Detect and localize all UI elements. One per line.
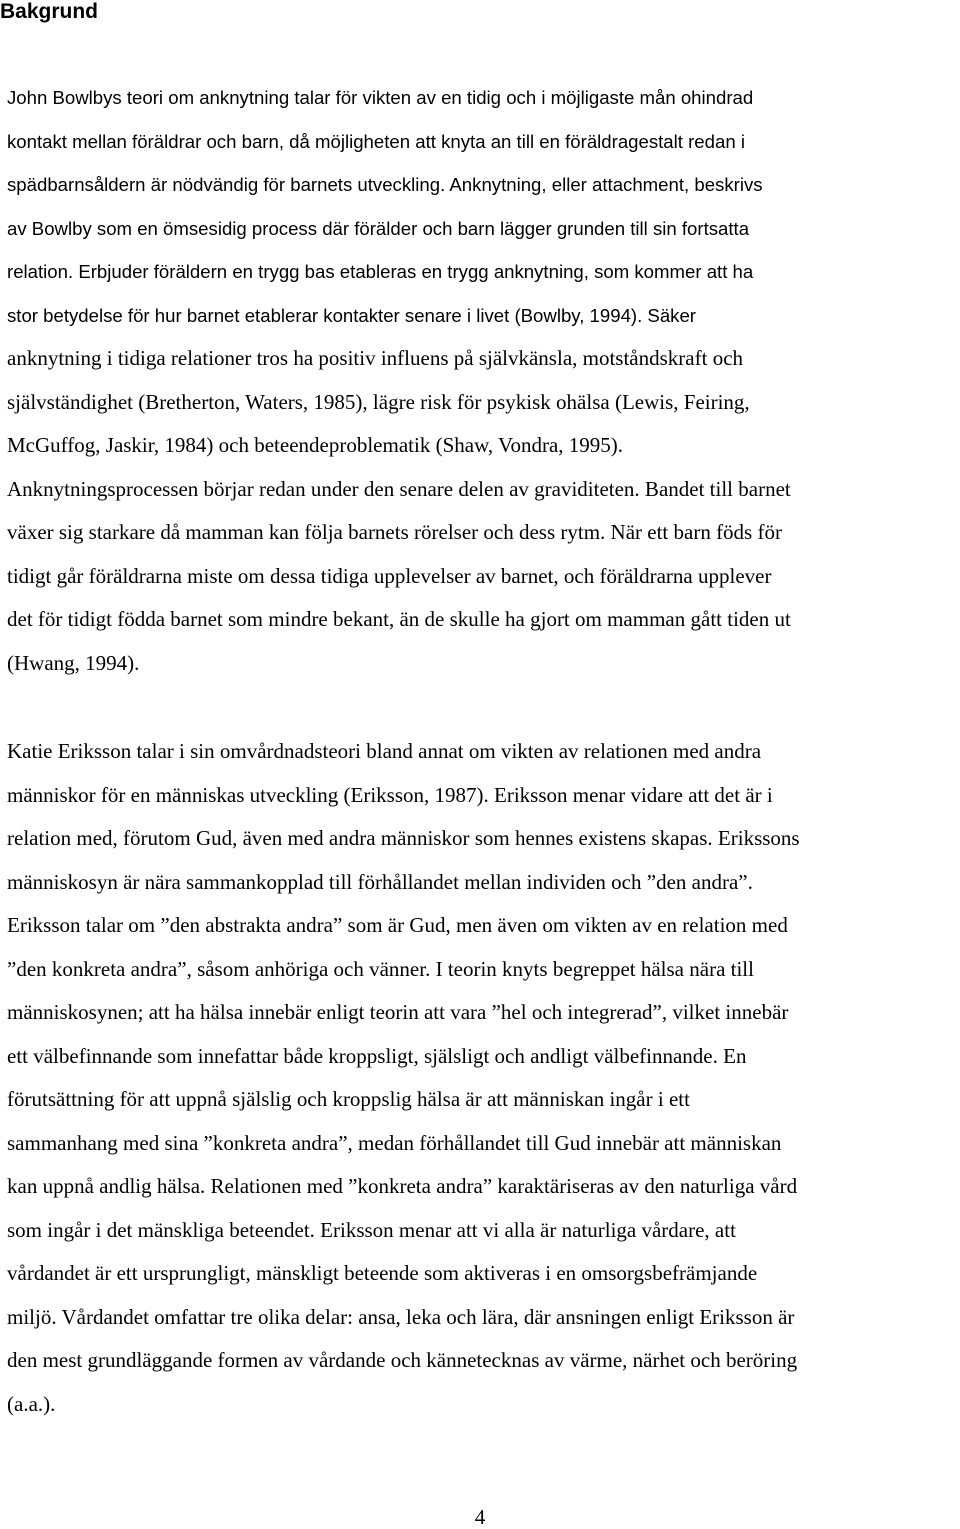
text-line: Eriksson talar om ”den abstrakta andra” som är Gud, men även om vikten av en relation med xyxy=(7,913,788,937)
text-line: Katie Eriksson talar i sin omvårdnadsteori bland annat om vikten av relationen med andra xyxy=(7,739,762,763)
text-line: det för tidigt födda barnet som mindre bekant, än de skulle ha gjort om mamman gått tiden ut xyxy=(7,607,791,631)
text-line: självständighet (Bretherton, Waters, 1985), lägre risk för psykisk ohälsa (Lewis, Feiring, xyxy=(7,389,750,414)
text-line: människor för en människas utveckling (Eriksson, 1987). Eriksson menar vidare att det är i xyxy=(7,782,773,807)
paragraph-bowlby xyxy=(7,76,960,685)
text-line: förutsättning för att uppnå själslig och kroppslig hälsa är att människan ingår i ett xyxy=(7,1087,690,1111)
text-line: (a.a.). xyxy=(7,1391,56,1416)
text-line: anknytning i tidiga relationer tros ha positiv influens på självkänsla, motståndskraft och xyxy=(7,346,744,370)
text-line: ett välbefinnande som innefattar både kroppsligt, själsligt och andligt välbefinnande. En xyxy=(7,1043,747,1068)
text-line: kontakt mellan föräldrar och barn, då möjligheten att knyta an till en föräldragestalt redan i xyxy=(7,130,745,152)
text-line: miljö. Vårdandet omfattar tre olika delar: ansa, leka och lära, där ansningen enligt Eriksson är xyxy=(7,1304,795,1329)
paragraph-eriksson xyxy=(7,730,960,1426)
page-number: 4 xyxy=(474,1505,486,1529)
text-line: som ingår i det mänskliga beteendet. Eriksson menar att vi alla är naturliga vårdare, att xyxy=(7,1217,736,1242)
text-line: John Bowlbys teori om anknytning talar för vikten av en tidig och i möjligaste mån ohindrad xyxy=(7,87,754,108)
section-heading: Bakgrund xyxy=(0,0,99,23)
text-line: McGuffog, Jaskir, 1984) och beteendeproblematik (Shaw, Vondra, 1995). xyxy=(7,433,624,457)
text-line: Anknytningsprocessen börjar redan under den senare delen av graviditeten. Bandet till barnet xyxy=(7,476,791,501)
text-line: stor betydelse för hur barnet etablerar kontakter senare i livet (Bowlby, 1994). Säker xyxy=(7,304,697,326)
text-line: relation. Erbjuder föräldern en trygg bas etableras en trygg anknytning, som kommer att ha xyxy=(7,261,754,282)
text-line: av Bowlby som en ömsesidig process där förälder och barn lägger grunden till sin fortsatta xyxy=(7,217,750,239)
text-line: den mest grundläggande formen av vårdande och kännetecknas av värme, närhet och beröring xyxy=(7,1348,798,1372)
text-line: människosyn är nära sammankopplad till förhållandet mellan individen och ”den andra”. xyxy=(7,869,753,894)
text-line: relation med, förutom Gud, även med andra människor som hennes existens skapas. Erikssons xyxy=(7,826,800,850)
text-line: kan uppnå andlig hälsa. Relationen med ”konkreta andra” karaktäriseras av den naturliga vård xyxy=(7,1174,798,1198)
text-line: ”den konkreta andra”, såsom anhöriga och vänner. I teorin knyts begreppet hälsa nära till xyxy=(7,956,754,981)
text-line: tidigt går föräldrarna miste om dessa tidiga upplevelser av barnet, och föräldrarna upplever xyxy=(7,563,772,588)
text-line: växer sig starkare då mamman kan följa barnets rörelser och dess rytm. När ett barn föds för xyxy=(7,520,782,544)
text-line: människosynen; att ha hälsa innebär enligt teorin att vara ”hel och integrerad”, vilket innebär xyxy=(7,1000,789,1024)
text-line: sammanhang med sina ”konkreta andra”, medan förhållandet till Gud innebär att människan xyxy=(7,1130,782,1155)
text-line: spädbarnsåldern är nödvändig för barnets utveckling. Anknytning, eller attachment, beskrivs xyxy=(7,174,763,195)
text-line: (Hwang, 1994). xyxy=(7,650,140,675)
text-line: vårdandet är ett ursprungligt, mänskligt beteende som aktiveras i en omsorgsbefrämjande xyxy=(7,1261,758,1285)
